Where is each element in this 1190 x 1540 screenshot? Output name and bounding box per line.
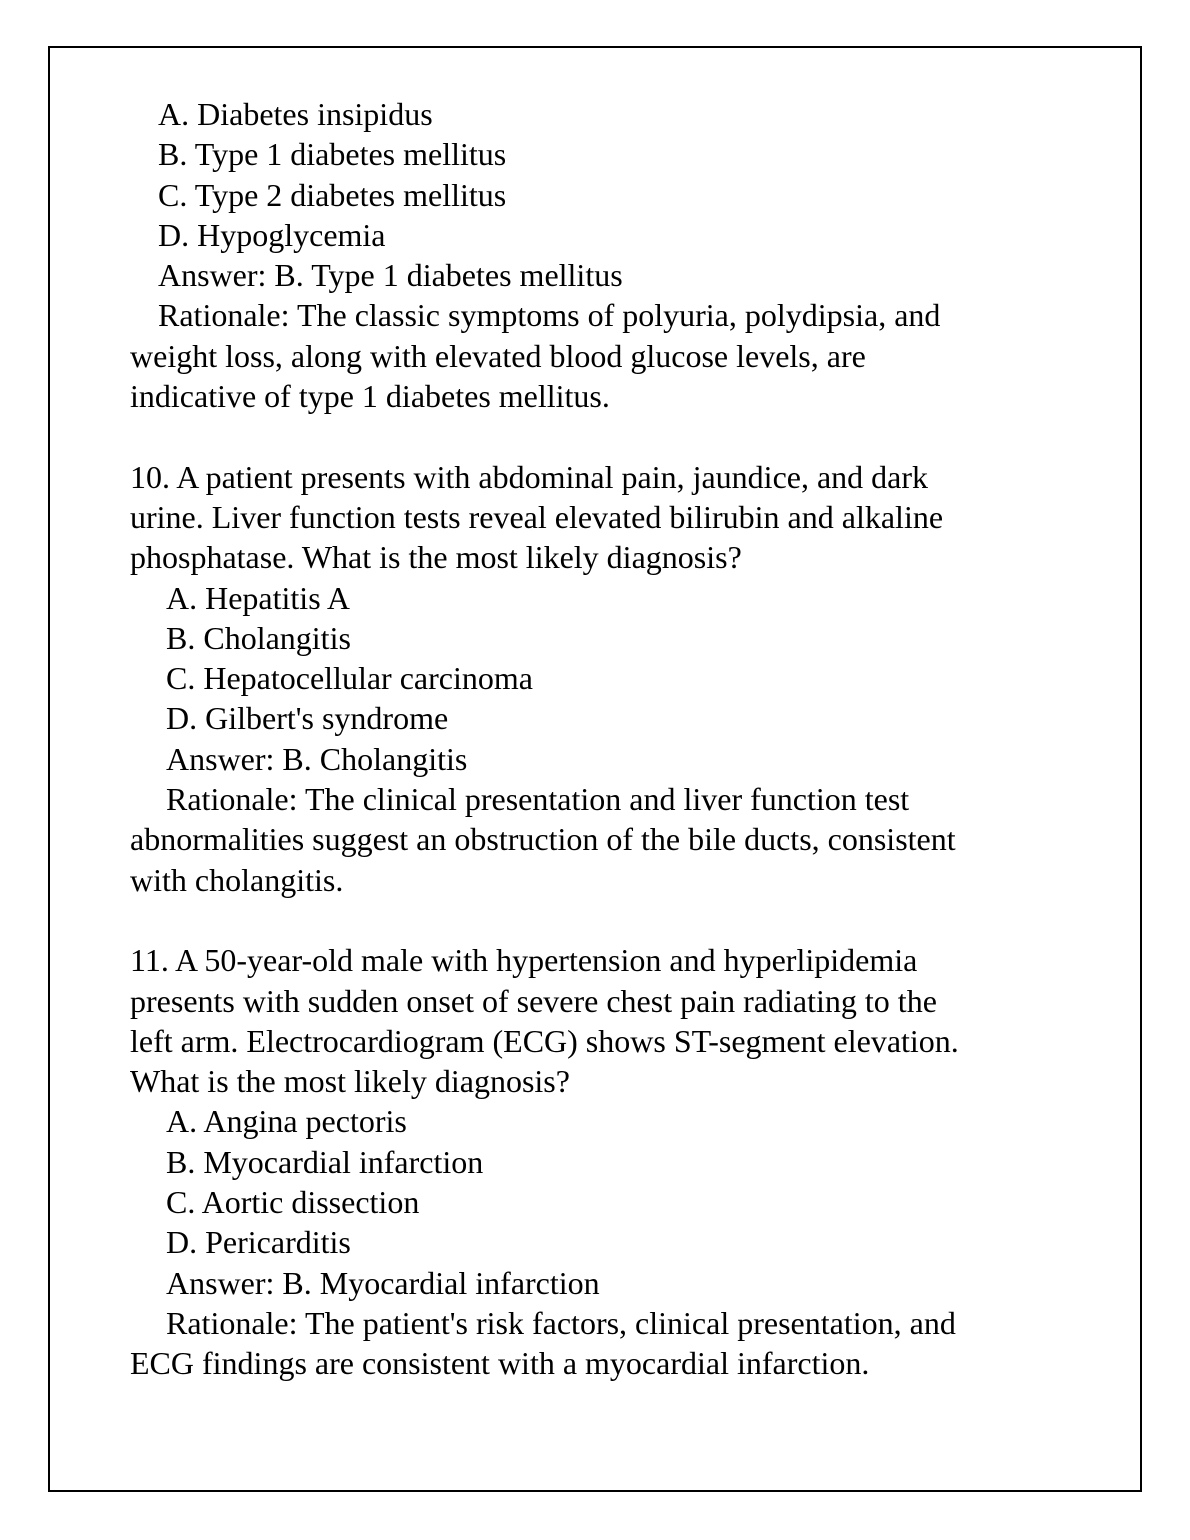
option-c: C. Type 2 diabetes mellitus [158, 176, 507, 213]
option-b: B. Cholangitis [166, 619, 351, 656]
question-10-block [130, 457, 1070, 900]
question-text-line: 11. A 50-year-old male with hypertension and hyperlipidemia [130, 942, 918, 979]
question-text-line: urine. Liver function tests reveal elevated bilirubin and alkaline [130, 498, 944, 535]
question-text-line: 10. A patient presents with abdominal pain, jaundice, and dark [130, 458, 929, 495]
option-d: D. Pericarditis [166, 1224, 351, 1261]
option-b: B. Myocardial infarction [166, 1143, 484, 1180]
option-b: B. Type 1 diabetes mellitus [158, 136, 507, 173]
question-9-block [130, 94, 1070, 416]
rationale-line: Rationale: The clinical presentation and liver function test [166, 781, 910, 818]
answer: Answer: B. Type 1 diabetes mellitus [158, 257, 623, 294]
question-text-line: What is the most likely diagnosis? [130, 1063, 570, 1100]
option-a: A. Diabetes insipidus [158, 96, 433, 132]
option-c: C. Aortic dissection [166, 1184, 420, 1221]
option-d: D. Gilbert's syndrome [166, 700, 449, 737]
rationale-line: ECG findings are consistent with a myocardial infarction. [130, 1345, 870, 1382]
question-text-line: phosphatase. What is the most likely diagnosis? [130, 539, 742, 576]
option-d: D. Hypoglycemia [158, 216, 386, 253]
answer: Answer: B. Cholangitis [166, 740, 468, 777]
rationale-line: with cholangitis. [130, 861, 344, 898]
paragraph-gap [130, 900, 1070, 940]
question-text-line: left arm. Electrocardiogram (ECG) shows ST-segment elevation. [130, 1022, 959, 1059]
document-body [130, 94, 1070, 1384]
answer: Answer: B. Myocardial infarction [166, 1264, 600, 1301]
option-a: A. Angina pectoris [166, 1103, 407, 1140]
rationale-line: weight loss, along with elevated blood glucose levels, are [130, 337, 866, 374]
rationale-line: Rationale: The patient's risk factors, clinical presentation, and [166, 1304, 956, 1341]
paragraph-gap [130, 416, 1070, 456]
rationale-line: abnormalities suggest an obstruction of the bile ducts, consistent [130, 821, 956, 858]
rationale-line: indicative of type 1 diabetes mellitus. [130, 378, 610, 415]
option-a: A. Hepatitis A [166, 579, 350, 616]
question-text-line: presents with sudden onset of severe chest pain radiating to the [130, 982, 937, 1019]
rationale-line: Rationale: The classic symptoms of polyuria, polydipsia, and [158, 297, 941, 334]
option-c: C. Hepatocellular carcinoma [166, 660, 533, 697]
question-11-block [130, 940, 1070, 1383]
